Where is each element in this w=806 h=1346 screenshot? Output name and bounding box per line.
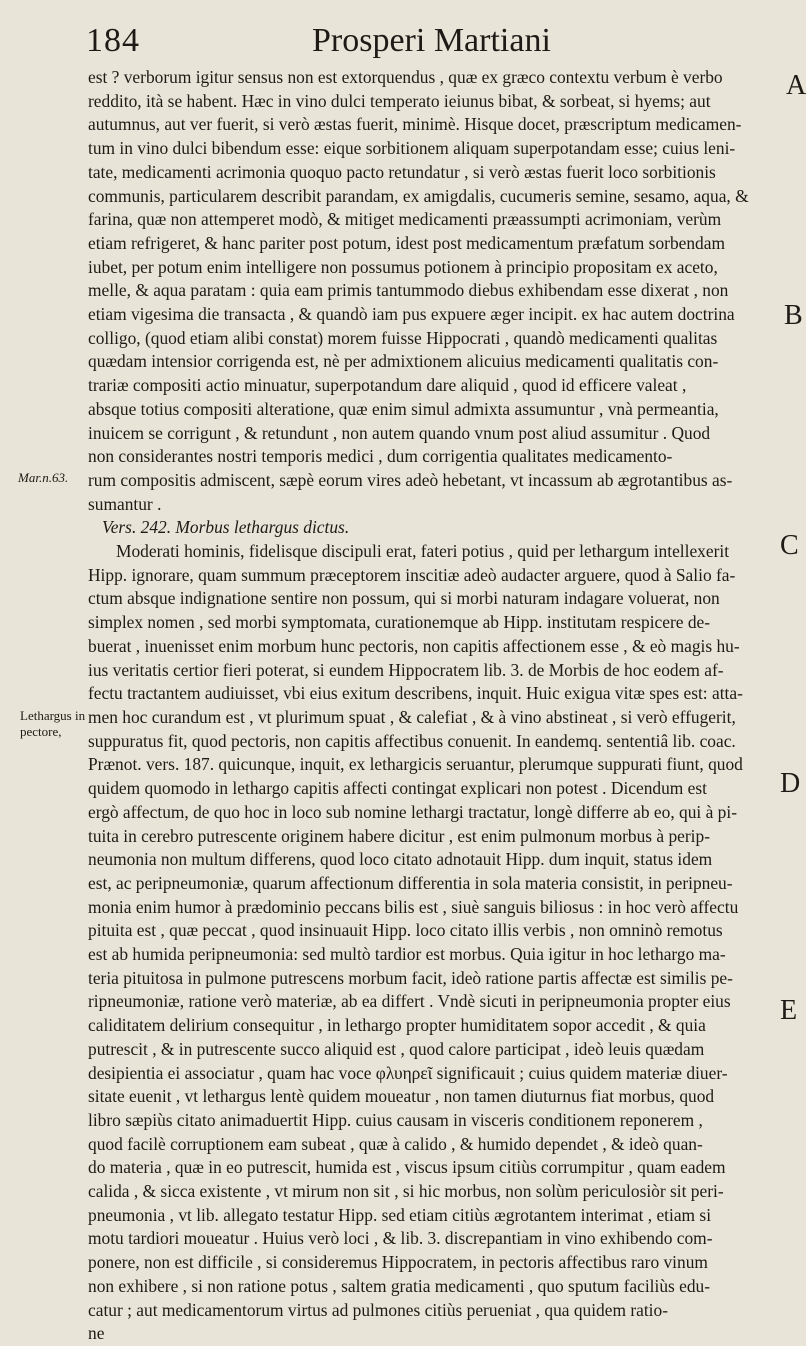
margin-note-mar: Mar.n.63. (18, 470, 69, 485)
text-line: est ab humida peripneumonia: sed multò tardior est morbus. Quia igitur in hoc lethargo ma- (88, 944, 726, 965)
text-line: caliditatem delirium consequitur , in lethargo propter humiditatem sopor accedit , & quia (88, 1015, 706, 1036)
text-line: reddito, ità se habent. Hæc in vino dulci temperato ieiunus bibat, & sorbeat, si hyems; aut (88, 90, 711, 111)
margin-note-line: pectore, (20, 724, 62, 739)
text-line: tate, medicamenti acrimonia quoquo pacto retundatur , si verò æstas fuerit loco sorbitionis (88, 161, 716, 182)
text-line: putrescit , & in putrescente succo aliquid est , quod calore participat , ideò leuis quædam (88, 1038, 705, 1059)
margin-ref-a: A (786, 70, 806, 101)
text-line: do materia , quæ in eo putrescit, humida est , viscus ipsum citiùs corrumpitur , quam eadem (88, 1157, 726, 1178)
text-line: Hipp. ignorare, quam summum præceptorem inscitiæ adeò audacter arguere, quod à Salio fa- (88, 564, 736, 585)
text-line: ne (88, 1323, 105, 1344)
text-line: men hoc curandum est , vt plurimum spuat , & calefiat , & à vino abstineat , si verò effugerit, (88, 706, 736, 727)
text-line: neumonia non multum differens, quod loco citato adnotauit Hipp. dum inquit, status idem (88, 849, 713, 870)
text-line: calida , & sicca existente , vt mirum non sit , si hic morbus, non solùm periculosiòr sit peri- (88, 1181, 724, 1202)
text-line: monia enim humor à prædominio peccans bilis est , siuè sanguis biliosus : in hoc verò affectu (88, 896, 739, 917)
margin-note-line: Lethargus in (20, 708, 86, 723)
text-line: inuicem se corrigunt , & retundunt , non autem quando vnum post aliud assumitur . Quod (88, 422, 711, 443)
text-line: etiam vigesima die transacta , & quandò iam pus expuere æger incipit. ex hac autem doctrina (88, 304, 735, 325)
text-line: teria pituitosa in pulmone putrescens morbum facit, ideò ratione partis affectæ est similis pe- (88, 967, 733, 988)
verse-heading: Vers. 242. Morbus lethargus dictus. (102, 517, 350, 538)
text-line: tum in vino dulci bibendum esse: eique sorbitionem aliquam superpotandam esse; cuius leni- (88, 138, 736, 159)
text-line: pituita est , quæ peccat , quod insinuauit Hipp. loco citato illis verbis , non omninò remotus (88, 920, 723, 941)
text-line: motu tardiori moueatur . Huius verò loci , & lib. 3. discrepantiam in vino exhibendo com- (88, 1228, 713, 1249)
text-line: iubet, per potum enim intelligere non possumus potionem à principio propositam ex aceto, (88, 256, 718, 277)
text-line: absque totius compositi alteratione, quæ enim simul admixta assumuntur , vnà permeantia, (88, 398, 719, 419)
text-line: communis, particularem describit parandam, ex amigdalis, cucumeris semine, sesamo, aqua, & (88, 185, 749, 206)
text-line: sumantur . (88, 493, 162, 514)
text-line: autumnus, aut ver fuerit, si verò æstas fuerit, minimè. Hisque docet, præscriptum medicamen- (88, 114, 742, 135)
text-line: quod facilè corruptionem eam subeat , quæ à calido , & humido dependet , & ideò quan- (88, 1133, 703, 1154)
text-line: ponere, non est difficile , si consideremus Hippocratem, in pectoris affectibus raro vinum (88, 1252, 708, 1273)
text-line: catur ; aut medicamentorum virtus ad pulmones citiùs perueniat , qua quidem ratio- (88, 1299, 669, 1320)
text-line: melle, & aqua paratam : quia eam primis tantummodo diebus exhibendam esse dixerat , non (88, 280, 729, 301)
text-line: fectu tractantem audiuisset, vbi eius exitum describens, inquit. Huic exigua vitæ spes est: attа- (88, 683, 743, 704)
text-line: est ? verborum igitur sensus non est extorquendus , quæ ex græco contextu verbum è verbo (88, 67, 723, 87)
margin-ref-c: C (780, 530, 799, 561)
text-line: simplex nomen , sed morbi symptomata, curationemque ab Hipp. institutam respicere de- (88, 612, 711, 633)
text-line: ius veritatis certior fieri poterat, si eundem Hippocratem lib. 3. de Morbis de hoc eodem af- (88, 659, 724, 680)
text-line: est, ac peripneumoniæ, quarum affectionum differentia in sola materia consistit, in peripneu- (88, 872, 733, 893)
text-line: quædam intensior corrigenda est, nè per admixtionem alicuius medicamenti qualitatis con- (88, 351, 719, 372)
text-line: trariæ compositi actio minuatur, superpotandum dare aliquid , quod id efficere valeat , (88, 375, 687, 396)
text-line: farina, quæ non attemperet modò, & mitiget medicamenti præassumpti acrimoniam, verùm (88, 209, 722, 230)
page-number: 184 (86, 22, 140, 59)
text-line: libro sæpiùs citato animaduertit Hipp. cuius causam in visceris conditionem reponerem , (88, 1109, 703, 1130)
running-title: Prosperi Martiani (312, 22, 551, 59)
text-line: sitate euenit , vt lethargus lentè quidem moueatur , non tamen diuturnus fiat morbus, quod (88, 1086, 715, 1107)
text-line: quidem quomodo in lethargo capitis affecti contingat explicari non potest . Dicendum est (88, 778, 707, 799)
text-line: non considerantes nostri temporis medici , dum corrigentia qualitates medicamento- (88, 446, 673, 467)
text-line: rum compositis admiscent, sæpè eorum vires adeò hebetant, vt incassum ab ægrotantibus as- (88, 469, 733, 490)
text-line: buerat , inuenisset enim morbum hunc pectoris, non capitis affectionem esse , & eò magis hu- (88, 635, 740, 656)
margin-note-lethargus (20, 708, 85, 740)
text-line: Moderati hominis, fidelisque discipuli erat, fateri potius , quid per lethargum intellexerit (116, 541, 730, 562)
text-line: ergò affectum, de quo hoc in loco sub nomine lethargi tractatur, longè differre ab eo, qui à pi- (88, 801, 737, 822)
text-line: Prænot. vers. 187. quicunque, inquit, ex lethargicis seruantur, plerumque suppurati fiunt, quod (88, 754, 743, 775)
margin-ref-b: B (784, 300, 803, 331)
text-line: non exhibere , si non ratione potus , saltem gratia medicamenti , quo sputum faciliùs edu- (88, 1275, 711, 1296)
text-line: ripneumoniæ, ratione verò materiæ, ab ea differt . Vndè sicuti in peripneumonia propter eius (88, 991, 731, 1012)
text-line: desipientia ei associatur , quam hac voce φλυηρεῖ significauit ; cuius quidem materiæ diuer- (88, 1062, 728, 1083)
body-text (88, 66, 776, 1346)
text-line: etiam refrigeret, & hanc pariter post potum, idest post medicamentum præfatum sorbendam (88, 232, 725, 253)
text-line: suppuratus fit, quod pectoris, non capitis affectibus conuenit. In eandemq. sententiâ lib. coac. (88, 730, 736, 751)
text-line: pneumonia , vt lib. allegato testatur Hipp. sed etiam citiùs ægrotantem interimat , etiam si (88, 1204, 712, 1225)
margin-ref-e: E (780, 995, 798, 1026)
text-line: colligo, (quod etiam alibi constat) morem fuisse Hippocrati , quandò medicamenti qualitas (88, 327, 718, 348)
margin-ref-d: D (780, 768, 801, 799)
text-line: ctum absque indignatione sentire non possum, qui si morbi naturam indagare voluerat, non (88, 588, 720, 609)
text-line: tuita in cerebro putrescente originem habere dicitur , est enim pulmonum morbus à perip- (88, 825, 711, 846)
